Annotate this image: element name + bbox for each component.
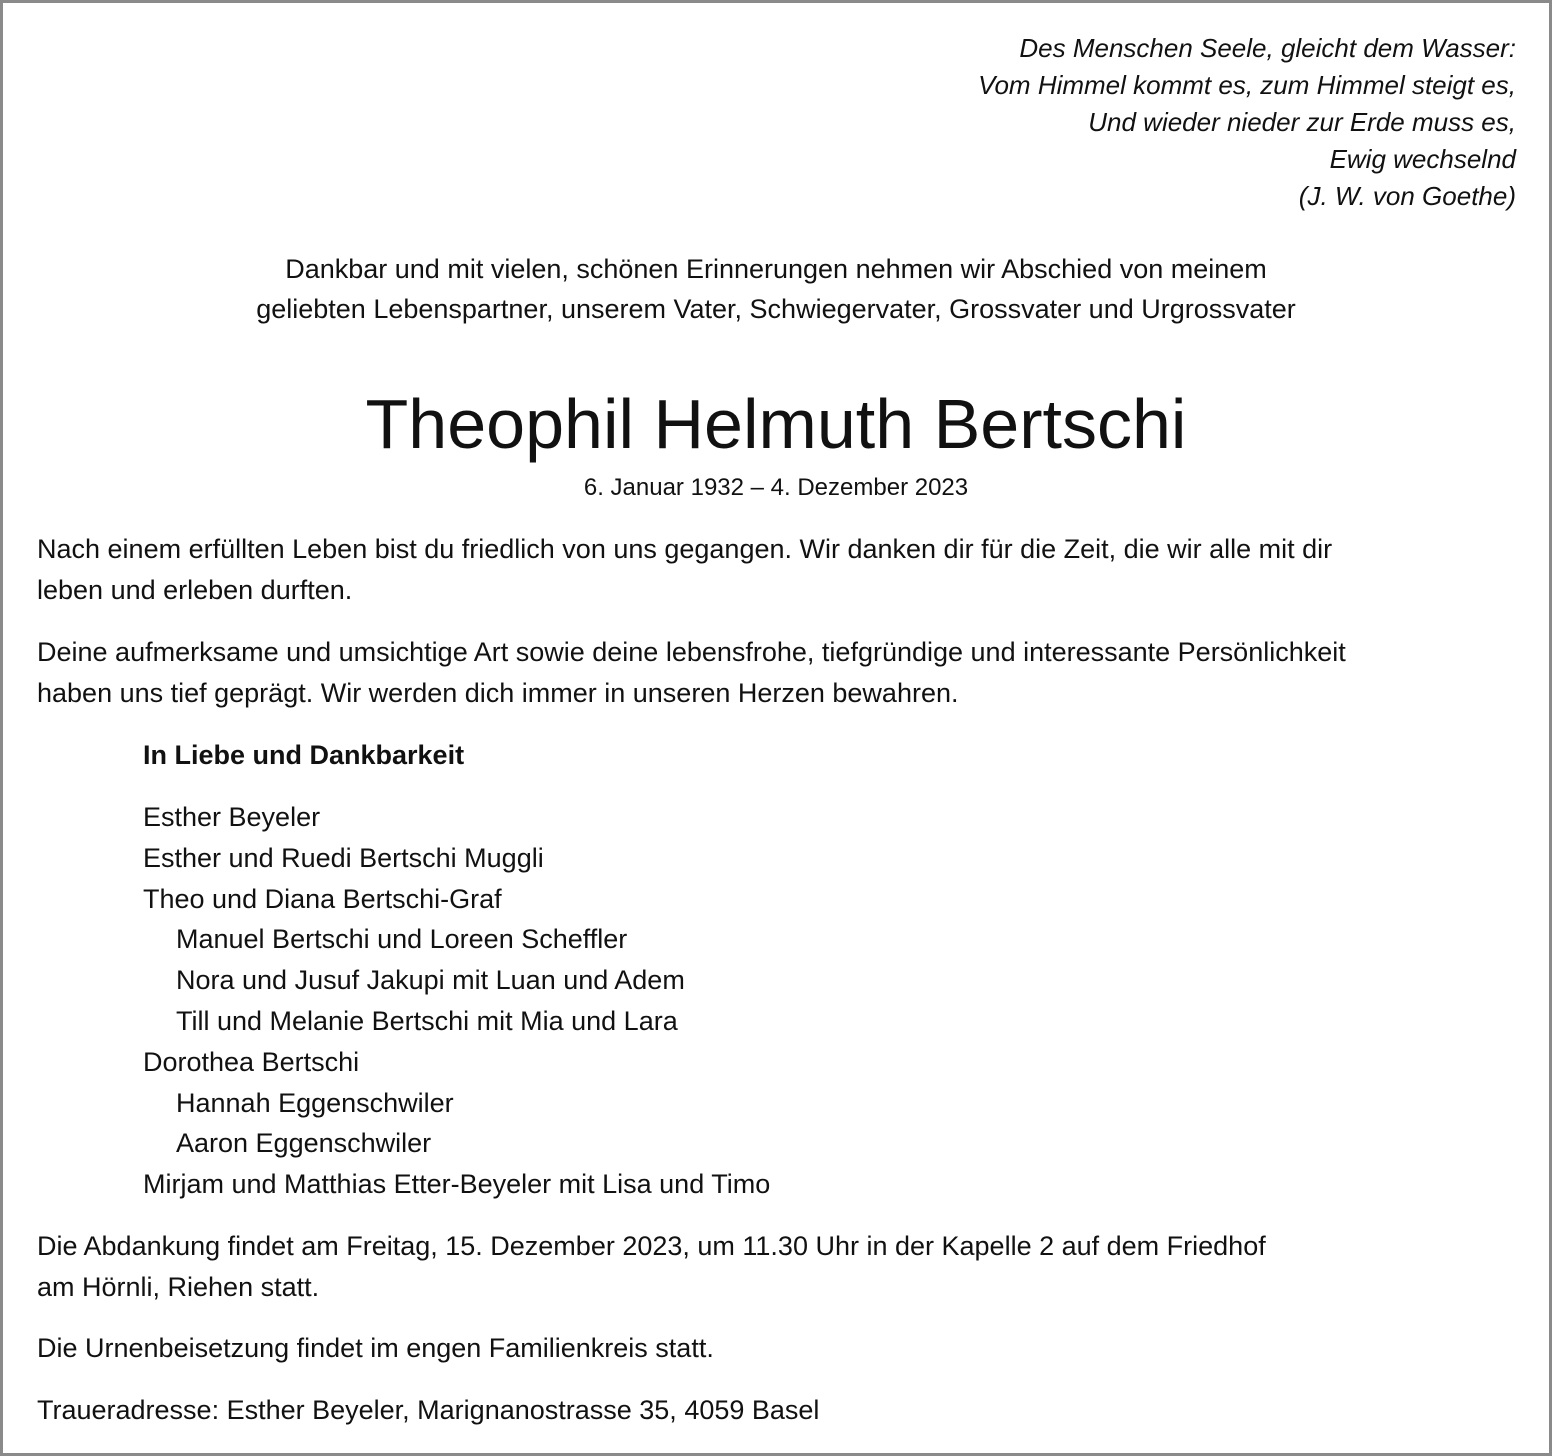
burial-paragraph xyxy=(37,1328,1517,1369)
family-list xyxy=(143,797,770,1205)
paragraph-line: Die Abdankung findet am Freitag, 15. Dezember 2023, um 11.30 Uhr in der Kapelle 2 auf dem Friedhof xyxy=(37,1231,1266,1261)
farewell-paragraph xyxy=(37,529,1517,611)
family-member: Esther und Ruedi Bertschi Muggli xyxy=(143,842,544,873)
paragraph-line: am Hörnli, Riehen statt. xyxy=(37,1272,320,1302)
family-member: Dorothea Bertschi xyxy=(143,1046,360,1077)
family-member: Theo und Diana Bertschi-Graf xyxy=(143,883,502,914)
family-member: Aaron Eggenschwiler xyxy=(176,1128,432,1159)
paragraph-line: Nach einem erfüllten Leben bist du friedlich von uns gegangen. Wir danken dir für die Zeit, die wir alle mit dir xyxy=(37,534,1333,564)
paragraph-line: Traueradresse: Esther Beyeler, Marignanostrasse 35, 4059 Basel xyxy=(37,1395,820,1425)
mourning-address xyxy=(37,1390,1517,1431)
quote-line: Vom Himmel kommt es, zum Himmel steigt es, xyxy=(978,70,1516,100)
quote-line: Des Menschen Seele, gleicht dem Wasser: xyxy=(1019,33,1516,63)
quote-line: Ewig wechselnd xyxy=(1329,144,1516,174)
personality-paragraph xyxy=(37,632,1517,714)
goethe-quote xyxy=(978,30,1516,215)
quote-line: Und wieder nieder zur Erde muss es, xyxy=(1088,107,1516,137)
life-dates: 6. Januar 1932 – 4. Dezember 2023 xyxy=(583,474,969,501)
signoff-heading: In Liebe und Dankbarkeit xyxy=(143,740,465,770)
ceremony-paragraph xyxy=(37,1226,1517,1308)
intro-text xyxy=(0,249,1552,329)
family-member: Esther Beyeler xyxy=(143,802,321,832)
paragraph-line: Die Urnenbeisetzung findet im engen Familienkreis statt. xyxy=(37,1333,714,1363)
intro-line: geliebten Lebenspartner, unserem Vater, Schwiegervater, Grossvater und Urgrossvater xyxy=(256,294,1296,324)
quote-attribution: (J. W. von Goethe) xyxy=(1298,181,1516,211)
paragraph-line: Deine aufmerksame und umsichtige Art sowie deine lebensfrohe, tiefgründige und interessante Persönlichkeit xyxy=(37,637,1346,667)
family-member: Till und Melanie Bertschi mit Mia und Lara xyxy=(176,1005,678,1036)
paragraph-line: haben uns tief geprägt. Wir werden dich immer in unseren Herzen bewahren. xyxy=(37,678,959,708)
family-member: Mirjam und Matthias Etter-Beyeler mit Lisa und Timo xyxy=(143,1169,771,1200)
family-member: Nora und Jusuf Jakupi mit Luan und Adem xyxy=(176,965,685,996)
family-member: Manuel Bertschi und Loreen Scheffler xyxy=(176,924,628,955)
deceased-name: Theophil Helmuth Bertschi xyxy=(365,385,1187,463)
family-member: Hannah Eggenschwiler xyxy=(176,1087,454,1118)
intro-line: Dankbar und mit vielen, schönen Erinnerungen nehmen wir Abschied von meinem xyxy=(285,254,1267,284)
paragraph-line: leben und erleben durften. xyxy=(37,575,353,605)
